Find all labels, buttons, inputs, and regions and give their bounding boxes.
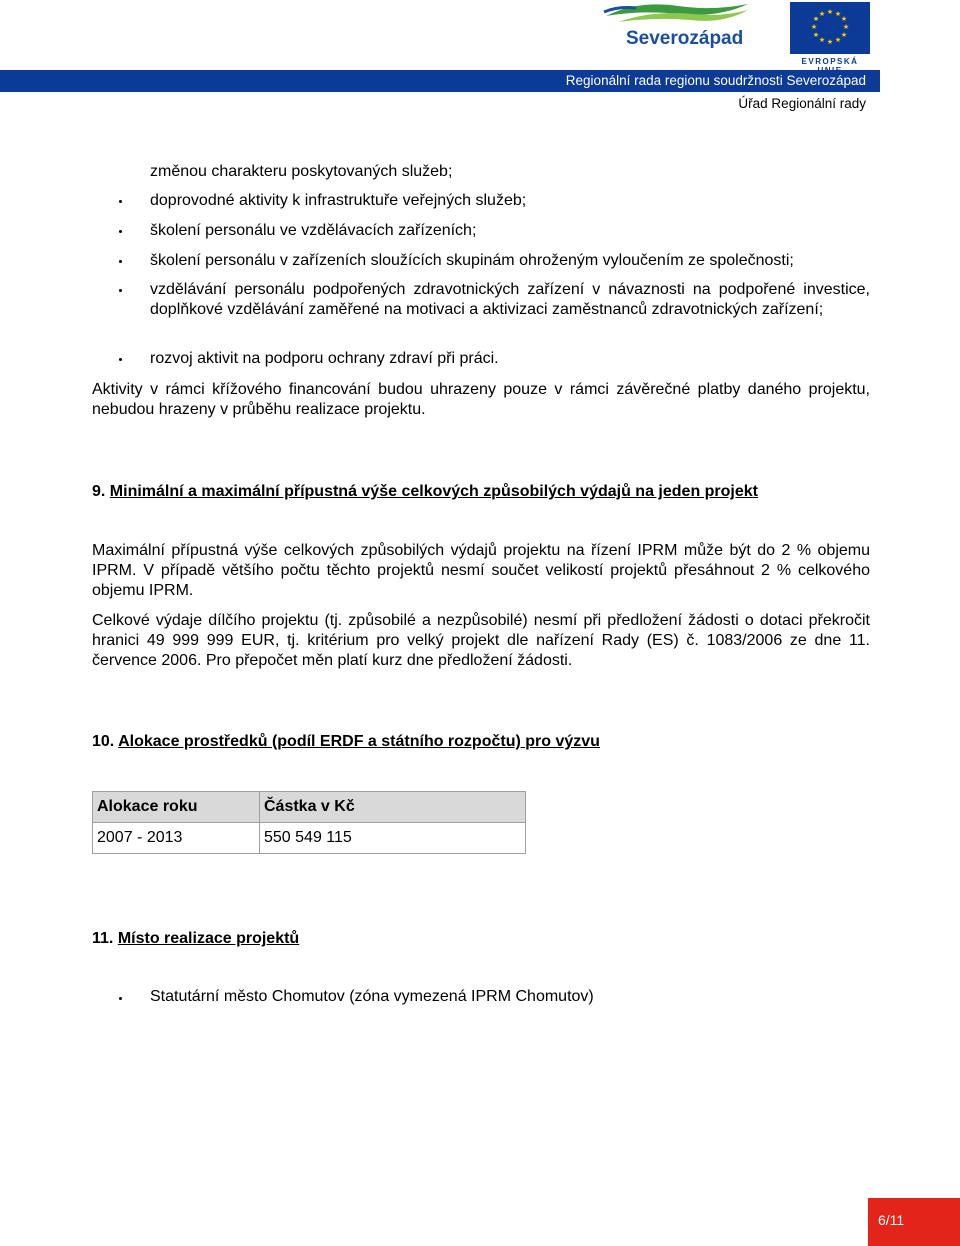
section-title: Alokace prostředků (podíl ERDF a státního rozpočtu) pro výzvu xyxy=(118,733,600,750)
table-header-cell: Částka v Kč xyxy=(260,792,526,823)
list-item: rozvoj aktivit na podporu ochrany zdraví při práci. xyxy=(150,350,499,367)
section-10-heading xyxy=(92,732,600,752)
section-title: Místo realizace projektů xyxy=(117,930,300,947)
bullet-icon xyxy=(117,356,123,362)
table-header-row xyxy=(93,792,526,823)
svg-text:★: ★ xyxy=(810,23,818,31)
allocation-table xyxy=(92,791,526,854)
section-number: 11. xyxy=(92,930,114,947)
section-number: 9. xyxy=(92,483,106,500)
bullet-icon xyxy=(117,228,123,234)
page-number: 6/11 xyxy=(878,1212,905,1228)
section-9-paragraph-1: Maximální přípustná výše celkových způsobilých výdajů projektu na řízení IPRM může být do 2 % objemu IPRM. V případě většího počtu těchto projektů nesmí součet velikostí projektů přesáhnout 2 % celkového objemu IPRM. xyxy=(92,542,870,599)
svg-text:★: ★ xyxy=(812,31,820,39)
paragraph-cross-financing: Aktivity v rámci křížového financování budou uhrazeny pouze v rámci závěrečné platby daného projektu, nebudou hrazeny v průběhu realizace projektu. xyxy=(92,381,870,418)
table-cell: 550 549 115 xyxy=(260,823,526,854)
eu-label: EVROPSKÁ xyxy=(801,57,859,66)
table-cell: 2007 - 2013 xyxy=(93,823,260,854)
bullet-icon xyxy=(117,258,123,264)
table-row xyxy=(93,823,526,854)
bullet-icon xyxy=(117,287,123,293)
list-continuation: změnou charakteru poskytovaných služeb; xyxy=(150,163,453,180)
svg-text:★: ★ xyxy=(818,10,826,18)
list-item: doprovodné aktivity k infrastruktuře veřejných služeb; xyxy=(150,192,527,209)
eu-logo xyxy=(790,2,870,66)
svg-text:★: ★ xyxy=(840,15,848,23)
section-9-heading xyxy=(92,482,758,502)
eu-flag-icon xyxy=(790,2,870,54)
svg-text:★: ★ xyxy=(834,10,842,18)
table-header-cell: Alokace roku xyxy=(93,792,260,823)
svg-text:★: ★ xyxy=(840,31,848,39)
header-bar-text: Regionální rada regionu soudržnosti Severozápad xyxy=(565,73,866,88)
list-item: školení personálu v zařízeních sloužících skupinám ohroženým vyloučením ze společnosti; xyxy=(150,252,794,269)
section-title: Minimální a maximální přípustná výše celkových způsobilých výdajů na jeden projekt xyxy=(109,483,758,500)
bullet-icon xyxy=(117,198,123,204)
header-subtext: Úřad Regionální rady xyxy=(738,96,866,111)
svg-text:★: ★ xyxy=(826,8,834,16)
svg-text:★: ★ xyxy=(812,15,820,23)
header-bar xyxy=(0,70,880,92)
list-item: vzdělávání personálu podpořených zdravotnických zařízení v návaznosti na podpořené investice, doplňkové vzdělávání zaměřené na motivaci a aktivizaci zaměstnanců zdravotnických zařízení; xyxy=(150,281,870,318)
bullet-icon xyxy=(117,995,123,1001)
logo-text: Severozápad xyxy=(626,28,744,49)
section-number: 10. xyxy=(92,733,115,750)
list-item: Statutární město Chomutov (zóna vymezená IPRM Chomutov) xyxy=(150,988,594,1005)
section-11-heading xyxy=(92,929,299,949)
list-item: školení personálu ve vzdělávacích zařízeních; xyxy=(150,222,477,239)
svg-text:★: ★ xyxy=(826,38,834,46)
page-number-box xyxy=(868,1198,960,1246)
svg-text:★: ★ xyxy=(842,23,850,31)
severozapad-logo xyxy=(598,2,758,54)
svg-text:★: ★ xyxy=(818,36,826,44)
section-9-paragraph-2: Celkové výdaje dílčího projektu (tj. způsobilé a nezpůsobilé) nesmí při předložení žádosti o dotaci překročit hranici 49 999 999 EUR, tj. kritérium pro velký projekt dle nařízení Rady (ES) č. 1083/2006 ze dne 11. července 2006. Pro přepočet měn platí kurz dne předložení žádosti. xyxy=(92,612,870,669)
svg-text:★: ★ xyxy=(834,36,842,44)
